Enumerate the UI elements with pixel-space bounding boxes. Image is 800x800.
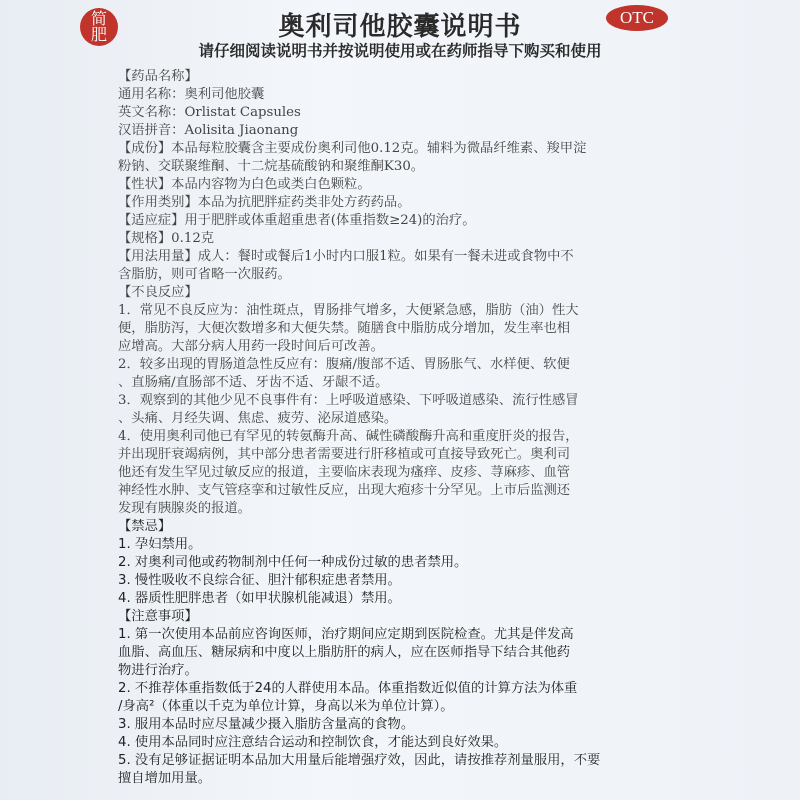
- document-subtitle: 请仔细阅读说明书并按说明使用或在药师指导下购买和使用: [198, 42, 602, 60]
- text-line: 、头痛、月经失调、焦虑、疲劳、泌尿道感染。: [118, 411, 398, 426]
- text-line: 【作用类别】本品为抗肥胖症药类非处方药药品。: [118, 195, 411, 210]
- text-line: 【注意事项】: [118, 609, 198, 624]
- text-line: 4. 器质性肥胖患者（如甲状腺机能减退）禁用。: [118, 591, 401, 606]
- text-line: 血脂、高血压、糖尿病和中度以上脂肪肝的病人，应在医师指导下结合其他药: [118, 645, 571, 660]
- leaflet-body: [118, 68, 666, 788]
- text-line: 汉语拼音：Aolisita Jiaonang: [118, 123, 299, 138]
- text-line: 擅自增加用量。: [118, 771, 212, 786]
- text-line: 2. 对奥利司他或药物制剂中任何一种成份过敏的患者禁用。: [118, 555, 468, 570]
- text-line: 含脂肪，则可省略一次服药。: [118, 267, 291, 282]
- text-line: 【适应症】用于肥胖或体重超重患者(体重指数≥24)的治疗。: [118, 213, 476, 228]
- text-line: 他还有发生罕见过敏反应的报道，主要临床表现为瘙痒、皮疹、荨麻疹、血管: [118, 465, 571, 480]
- otc-badge: OTC: [606, 5, 668, 31]
- text-line: 【用法用量】成人：餐时或餐后1小时内口服1粒。如果有一餐未进或食物中不: [118, 249, 574, 264]
- text-line: 3. 服用本品时应尽量减少摄入脂肪含量高的食物。: [118, 717, 415, 732]
- text-line: 【不良反应】: [118, 285, 198, 300]
- text-line: 4．使用奥利司他已有罕见的转氨酶升高、碱性磷酸酶升高和重度肝炎的报告，: [118, 429, 579, 444]
- text-line: 、直肠痛/直肠部不适、牙齿不适、牙龈不适。: [118, 375, 389, 390]
- text-line: 便，脂肪泻，大便次数增多和大便失禁。随膳食中脂肪成分增加，发生率也相: [118, 321, 571, 336]
- text-line: 粉钠、交联聚维酮、十二烷基硫酸钠和聚维酮K30。: [118, 159, 425, 174]
- text-line: 英文名称：Orlistat Capsules: [118, 105, 301, 120]
- text-line: 并出现肝衰竭病例，其中部分患者需要进行肝移植或可直接导致死亡。奥利司: [118, 447, 571, 462]
- text-line: 3. 慢性吸收不良综合征、胆汁郁积症患者禁用。: [118, 573, 401, 588]
- text-line: 1. 孕妇禁用。: [118, 537, 202, 552]
- text-line: 【成份】本品每粒胶囊含主要成份奥利司他0.12克。辅料为微晶纤维素、羧甲淀: [118, 141, 587, 156]
- text-line: 2. 不推荐体重指数低于24的人群使用本品。体重指数近似值的计算方法为体重: [118, 681, 578, 696]
- text-line: 通用名称：奥利司他胶囊: [118, 87, 265, 102]
- text-line: 应增高。大部分病人用药一段时间后可改善。: [118, 339, 384, 354]
- text-line: 5. 没有足够证据证明本品加大用量后能增强疗效，因此，请按推荐剂量服用，不要: [118, 753, 601, 768]
- text-line: 神经性水肿、支气管痉挛和过敏性反应，出现大疱疹十分罕见。上市后监测还: [118, 483, 571, 498]
- text-line: 1. 第一次使用本品前应咨询医师，治疗期间应定期到医院检查。尤其是伴发高: [118, 627, 574, 642]
- brand-logo-text: 简肥: [91, 9, 108, 44]
- text-line: 【药品名称】: [118, 69, 198, 84]
- document-title: 奥利司他胶囊说明书: [278, 12, 522, 42]
- text-line: 【规格】0.12克: [118, 231, 215, 246]
- text-line: 物进行治疗。: [118, 663, 198, 678]
- text-line: 3．观察到的其他少见不良事件有：上呼吸道感染、下呼吸道感染、流行性感冒: [118, 393, 579, 408]
- text-line: /身高²（体重以千克为单位计算，身高以米为单位计算）。: [118, 699, 454, 714]
- text-line: 发现有胰腺炎的报道。: [118, 501, 251, 516]
- text-line: 2．较多出现的胃肠道急性反应有：腹痛/腹部不适、胃肠胀气、水样便、软便: [118, 357, 570, 372]
- text-line: 【性状】本品内容物为白色或类白色颗粒。: [118, 177, 371, 192]
- text-line: 4. 使用本品同时应注意结合运动和控制饮食，才能达到良好效果。: [118, 735, 508, 750]
- text-line: 1．常见不良反应为：油性斑点，胃肠排气增多，大便紧急感，脂肪（油）性大: [118, 303, 579, 318]
- text-line: 【禁忌】: [118, 519, 172, 534]
